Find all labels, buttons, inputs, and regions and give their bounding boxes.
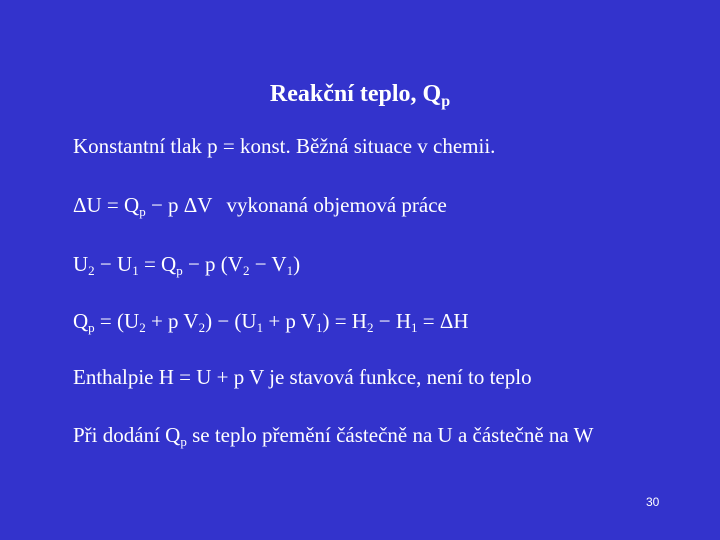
eq-subscript: 2 xyxy=(198,320,206,335)
eq-part: − p (V xyxy=(182,252,243,276)
eq-annotation: vykonaná objemová práce xyxy=(226,193,447,217)
text-line-enthalpy-difference-equation xyxy=(73,306,469,336)
eq-part: − V xyxy=(249,252,287,276)
eq-subscript: 1 xyxy=(286,263,294,278)
eq-part: = ΔH xyxy=(417,309,469,333)
eq-subscript: 2 xyxy=(139,320,146,335)
eq-part: ) − (U xyxy=(205,309,257,333)
eq-subscript: 2 xyxy=(366,320,374,335)
eq-subscript: 1 xyxy=(411,320,418,335)
text-line-energy-difference-equation xyxy=(73,249,300,279)
eq-subscript: p xyxy=(176,263,183,278)
eq-subscript: p xyxy=(180,434,187,449)
text-line-constant-pressure xyxy=(73,131,495,161)
eq-part: − H xyxy=(373,309,411,333)
eq-subscript: 2 xyxy=(242,263,250,278)
eq-part: + p V xyxy=(263,309,316,333)
text-line-heat-conversion xyxy=(73,420,593,450)
eq-part: − U xyxy=(94,252,133,276)
eq-part: Q xyxy=(73,309,89,333)
eq-part: se teplo přemění částečně na U a částečně na W xyxy=(186,423,594,447)
title-text: Reakční teplo, Q xyxy=(269,81,442,107)
eq-part: = (U xyxy=(94,309,140,333)
slide-title xyxy=(0,76,720,112)
eq-part: U xyxy=(73,252,89,276)
eq-part: − p ΔV xyxy=(145,193,213,217)
page-number: 30 xyxy=(646,495,660,509)
text-line-internal-energy-equation xyxy=(73,190,447,220)
eq-subscript: 1 xyxy=(315,320,323,335)
eq-part: ) = H xyxy=(322,309,367,333)
eq-part: = Q xyxy=(138,252,177,276)
eq-part: Při dodání Q xyxy=(73,423,181,447)
eq-part: ) xyxy=(293,252,301,276)
text-line-enthalpy-definition xyxy=(73,362,532,392)
line-text: Konstantní tlak p = konst. Běžná situace v chemii. xyxy=(73,134,496,158)
eq-subscript: 2 xyxy=(88,263,95,278)
title-subscript: p xyxy=(441,93,451,110)
eq-subscript: p xyxy=(139,204,146,219)
eq-subscript: 1 xyxy=(256,320,264,335)
line-text: Enthalpie H = U + p V je stavová funkce, není to teplo xyxy=(73,365,532,389)
eq-part: + p V xyxy=(145,309,199,333)
eq-subscript: p xyxy=(88,320,95,335)
eq-subscript: 1 xyxy=(132,263,139,278)
eq-part: ΔU = Q xyxy=(73,193,140,217)
